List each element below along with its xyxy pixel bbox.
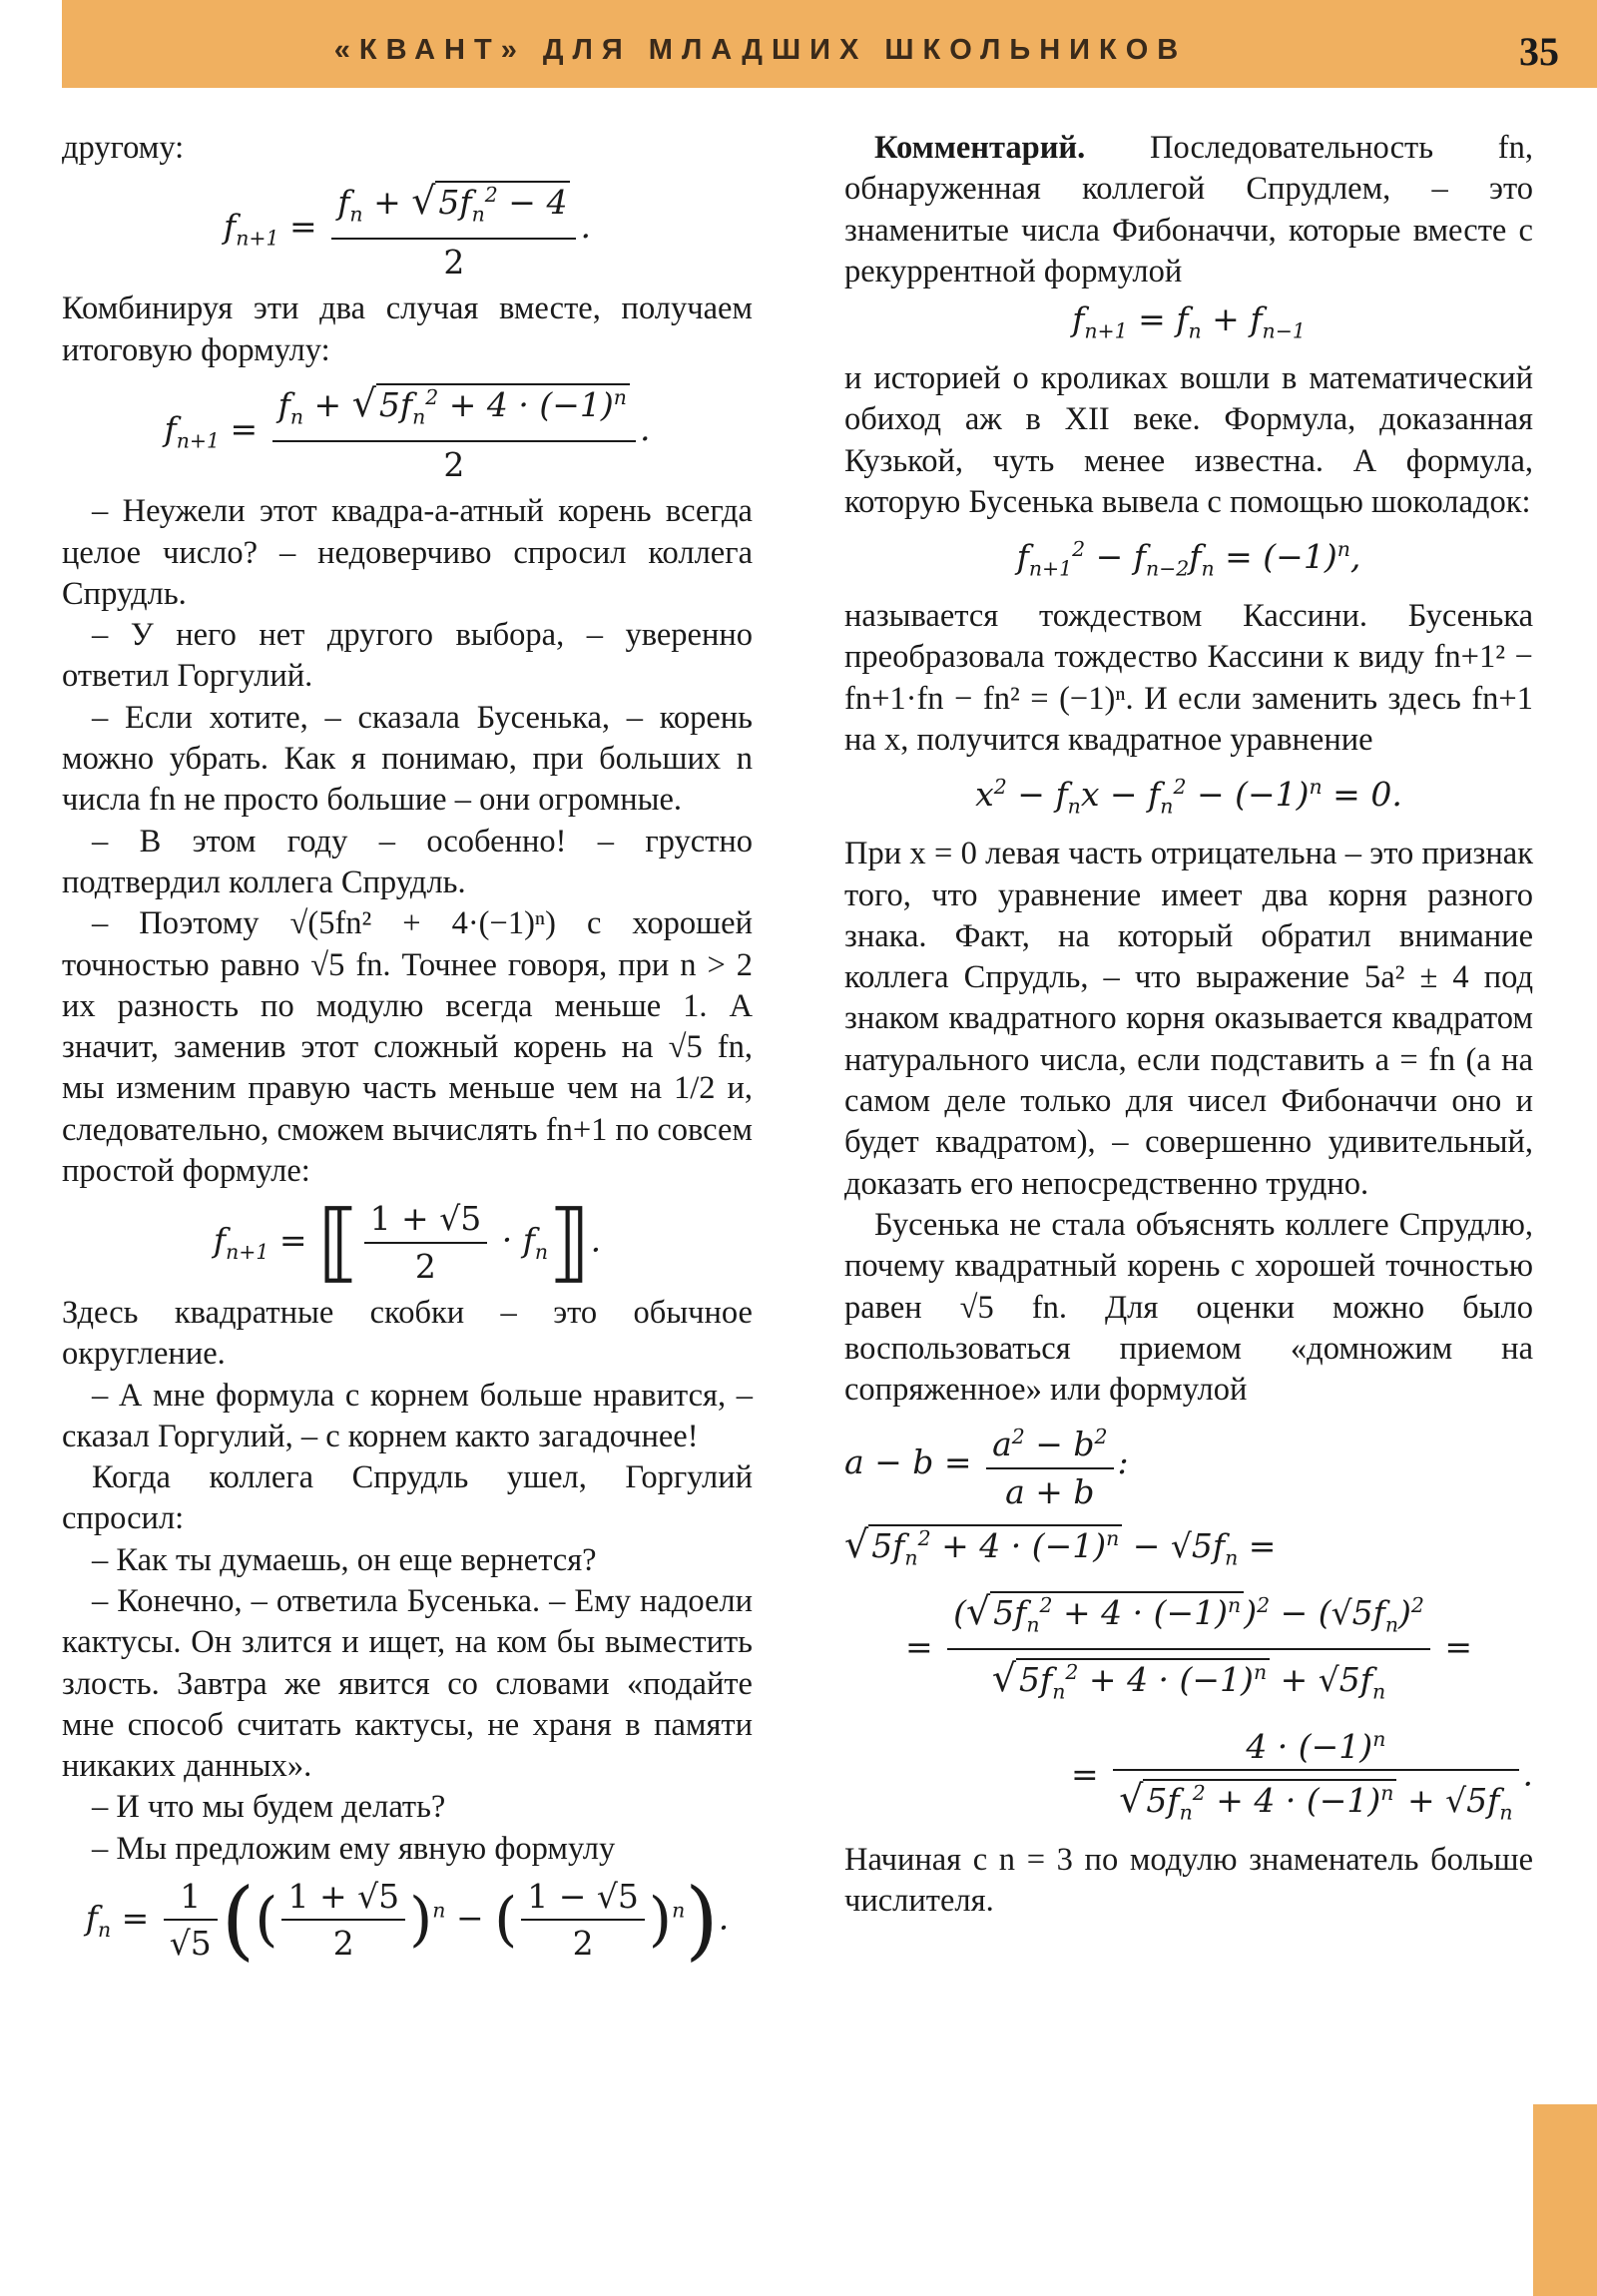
- paragraph: – Конечно, – ответила Бусенька. – Ему надоели кактусы. Он злится и ищет, на ком бы выместить злость. Завтра же явится со словами «подайте мне способ считать кактусы, не храня в памяти никаких данных».: [62, 1582, 753, 1785]
- comment-label: Комментарий.: [874, 130, 1086, 166]
- paragraph: Начиная с n = 3 по модулю знаменатель больше числителя.: [844, 1841, 1533, 1920]
- paragraph-text: Последовательность fn, обнаруженная коллегой Спрудлем, – это знаменитые числа Фибоначчи, которые вместе с рекуррентной формулой: [844, 130, 1533, 289]
- page-header: [62, 0, 1597, 88]
- formula-estimate-line2: = $\frac{(√5f_n^2 + 4 \cdot (-1)^n)^2 - (√5f_n)^2}{√5f_n^2 + 4 \cdot (-1)^n + √5f_n}$ =: [844, 1585, 1533, 1713]
- formula-quadratic: $x^2 - f_nx - f_n^2 - (-1)^n = 0$.: [975, 775, 1402, 819]
- formula-recurrence-minus: $f_{n+1}$ = $\frac{f_n + √5f_n^2 - 4}{2}$ .: [62, 175, 753, 283]
- paragraph: При x = 0 левая часть отрицательна – это признак того, что уравнение имеет два корня разного знака. Факт, на который обратил внимание коллега Спрудль, – что выражение 5a² ± 4 под знаком квадратного корня оказывается квадратом натурального числа, если подставить a = fn (а на самом деле только для чисел Фибоначчи оно и будет квадратом), – совершенно удивительный, доказать его непосредственно трудно.: [844, 836, 1533, 1202]
- paragraph: – У него нет другого выбора, – уверенно ответил Горгулий.: [62, 617, 753, 695]
- comment-paragraph: [844, 128, 1533, 292]
- paragraph: и историей о кроликах вошли в математический обиход аж в XII веке. Формула, доказанная Кузькой, чуть менее известна. А формула, которую Бусенька вывела с помощью шоколадок:: [844, 360, 1533, 520]
- formula-binet: $f_n$ = $\frac{1}{√5}$ (( $\frac{1 + √5}{2}$ )$^n$ − ( $\frac{1 - √5}{2}$ )$^n$).: [85, 1870, 730, 1971]
- paragraph: – Как ты думаешь, он еще вернется?: [92, 1541, 597, 1578]
- formula-estimate-line1: $√5f_n^2 + 4 \cdot (-1)^n - √5f_n$ =: [844, 1521, 1277, 1570]
- formula-estimate-line3: = $\frac{4 \cdot (-1)^n}{√5f_n^2 + 4 \cdot (-1)^n + √5f_n}$ .: [844, 1719, 1533, 1834]
- right-column: [844, 128, 1533, 1922]
- paragraph: – Мы предложим ему явную формулу: [92, 1830, 616, 1867]
- paragraph: Комбинируя эти два случая вместе, получаем итоговую формулу:: [62, 290, 753, 368]
- paragraph: – Если хотите, – сказала Бусенька, – корень можно убрать. Как я понимаю, при больших n числа fn не просто большие – они огромные.: [62, 699, 753, 819]
- formula-combined: $f_{n+1}$ = $\frac{f_n + √5f_n^2 + 4 \cdot (-1)^n}{2}$ .: [62, 377, 753, 485]
- formula-rounding: $f_{n+1}$ = ⟦ $\frac{1 + √5}{2}$ · $f_n⟧$.: [213, 1192, 602, 1293]
- paragraph: – Поэтому √(5fn² + 4·(−1)ⁿ) с хорошей точностью равно √5 fn. Точнее говоря, при n > 2 их разность по модулю всегда меньше 1. А значит, заменив этот сложный корень на √5 fn, мы изменим правую часть меньше чем на 1/2 и, следовательно, сможем вычислять fn+1 по совсем простой формуле:: [62, 905, 753, 1190]
- paragraph: – И что мы будем делать?: [92, 1789, 446, 1826]
- journal-section-title: «КВАНТ» ДЛЯ МЛАДШИХ ШКОЛЬНИКОВ: [333, 34, 1188, 66]
- paragraph: – В этом году – особенно! – грустно подтвердил коллега Спрудль.: [62, 823, 753, 900]
- paragraph: другому:: [62, 130, 185, 166]
- paragraph: называется тождеством Кассини. Бусенька преобразовала тождество Кассини к виду fn+1² − fn+1·fn − fn² = (−1)ⁿ. И если заменить здесь fn+1 на x, получится квадратное уравнение: [844, 598, 1533, 759]
- page-corner-tab: [1533, 2104, 1597, 2296]
- left-column: [62, 128, 753, 1971]
- formula-cassini: $f_{n+1}^2 - f_{n-2}f_n = (-1)^n$,: [1016, 537, 1361, 581]
- page-number: 35: [1519, 29, 1559, 74]
- paragraph: Бусенька не стала объяснять коллеге Спрудлю, почему квадратный корень с хорошей точностью равен √5 fn. Для оценки можно было воспользоваться приемом «домножим на сопряженное» или формулой: [844, 1206, 1533, 1409]
- formula-difference-of-squares: a − b = $\frac{a^2 - b^2}{a + b}$ :: [844, 1417, 1533, 1512]
- paragraph: – Неужели этот квадра-а-атный корень всегда целое число? – недоверчиво спросил коллега Спрудль.: [62, 493, 753, 612]
- formula-fibonacci: $f_{n+1} = f_n + f_{n-1}$: [1072, 299, 1306, 343]
- paragraph: Когда коллега Спрудль ушел, Горгулий спросил:: [62, 1459, 753, 1537]
- paragraph: – А мне формула с корнем больше нравится, – сказал Горгулий, – с корнем както загадочнее!: [62, 1377, 753, 1454]
- paragraph: Здесь квадратные скобки – это обычное округление.: [62, 1294, 753, 1373]
